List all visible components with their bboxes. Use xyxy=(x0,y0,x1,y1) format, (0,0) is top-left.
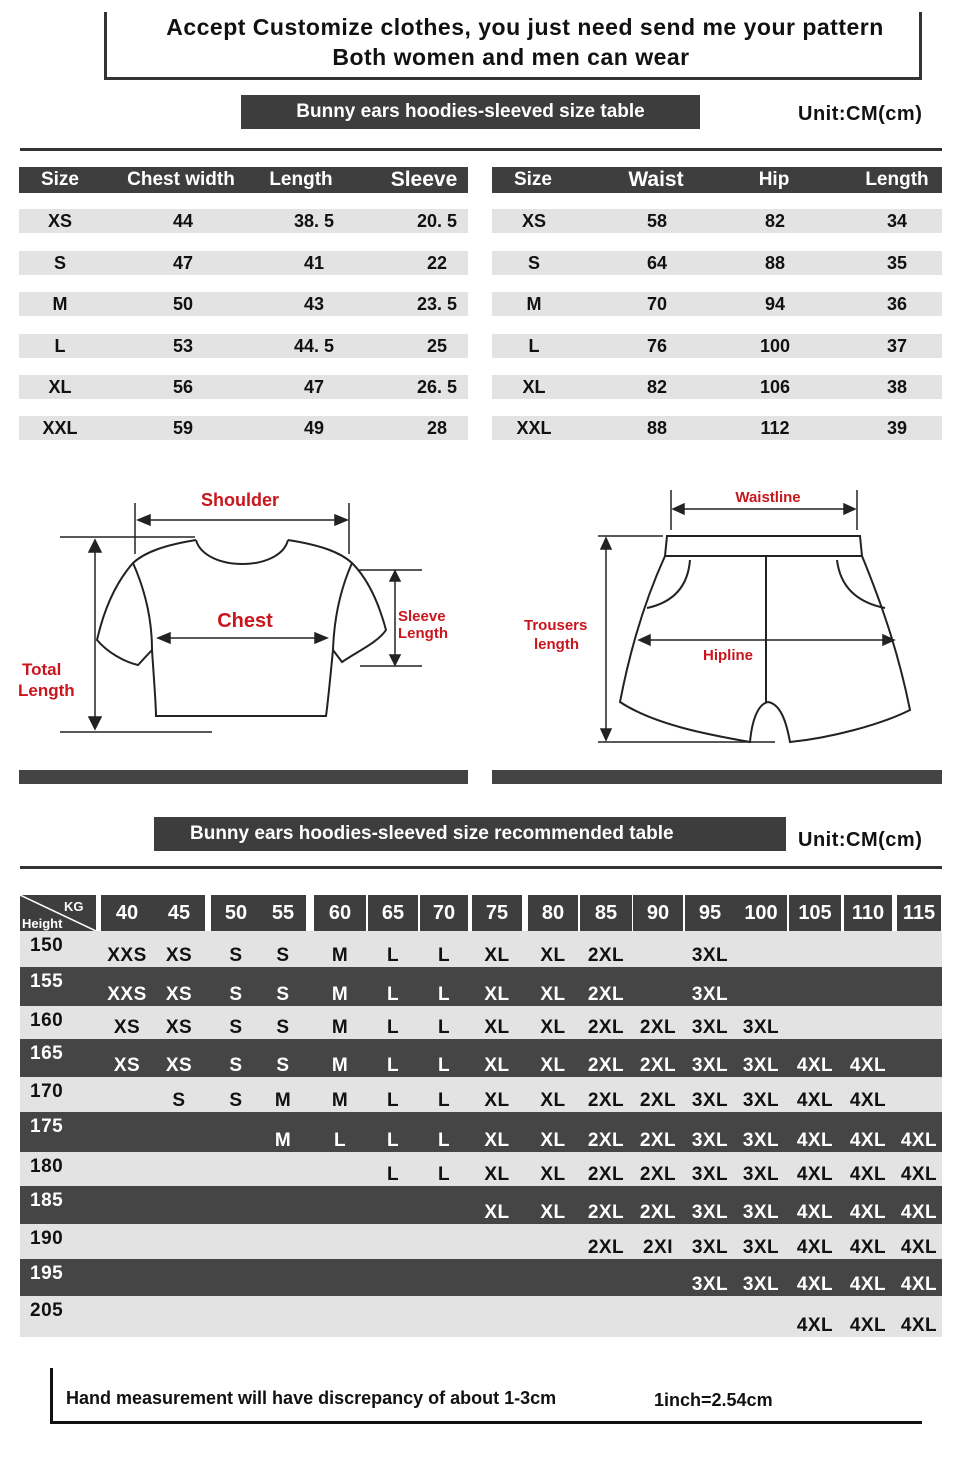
table-row xyxy=(20,1296,942,1337)
table-row xyxy=(19,416,468,440)
height-cell: 205 xyxy=(30,1300,64,1321)
size-cell: XL xyxy=(484,945,510,966)
table-cell: XL xyxy=(522,376,546,397)
chest-label: Chest xyxy=(217,610,273,632)
shorts-measure-diagram xyxy=(480,480,960,750)
col-header-size: Size xyxy=(40,169,80,190)
recommend-table-title: Bunny ears hoodies-sleeved size recommended table xyxy=(154,817,786,851)
size-cell: XXS xyxy=(107,945,147,966)
table-cell: 23. 5 xyxy=(416,293,458,314)
table-row xyxy=(20,931,942,967)
table-cell: 64 xyxy=(646,252,668,273)
table-row xyxy=(492,416,942,440)
table-cell: 38 xyxy=(886,376,908,397)
size-cell: 4XL xyxy=(796,1130,834,1151)
table-cell: 36 xyxy=(886,293,908,314)
size-cell: S xyxy=(276,945,290,966)
size-cell: 2XL xyxy=(639,1130,677,1151)
size-cell: M xyxy=(331,1090,349,1111)
size-cell: 4XL xyxy=(796,1315,834,1336)
top-table-header xyxy=(19,167,468,193)
size-cell: 3XL xyxy=(691,1274,729,1295)
table-cell: 112 xyxy=(760,417,790,438)
size-cell: 2XL xyxy=(587,1090,625,1111)
table-cell: 56 xyxy=(172,376,194,397)
kg-header-cell: 60 xyxy=(314,895,366,931)
size-cell: 3XL xyxy=(691,945,729,966)
size-cell: 3XL xyxy=(691,1237,729,1258)
size-cell: S xyxy=(229,1017,243,1038)
size-cell: 3XL xyxy=(742,1130,780,1151)
bottom-table-header xyxy=(492,167,942,193)
table-cell: XXL xyxy=(42,417,78,438)
table-row xyxy=(492,292,942,316)
table-cell: XL xyxy=(48,376,72,397)
size-cell: XL xyxy=(484,1090,510,1111)
size-cell: 3XL xyxy=(742,1055,780,1076)
size-cell: XXS xyxy=(107,984,147,1005)
table-cell: 70 xyxy=(646,293,668,314)
table-cell: 82 xyxy=(764,210,786,231)
shorts-outline xyxy=(620,536,910,742)
table-cell: 38. 5 xyxy=(293,210,335,231)
size-cell: L xyxy=(386,1055,400,1076)
size-cell: 4XL xyxy=(796,1274,834,1295)
size-cell: 4XL xyxy=(900,1164,938,1185)
corner-height-label: Height xyxy=(22,916,63,931)
size-cell: 4XL xyxy=(796,1237,834,1258)
size-cell: L xyxy=(437,945,451,966)
height-cell: 195 xyxy=(30,1263,64,1284)
height-cell: 150 xyxy=(30,935,64,956)
size-cell: XL xyxy=(540,1164,566,1185)
table-cell: S xyxy=(53,252,66,273)
size-cell: 4XL xyxy=(796,1090,834,1111)
size-cell: XL xyxy=(484,984,510,1005)
sleeve-label-1: Sleeve xyxy=(398,608,446,625)
size-table-unit: Unit:CM(cm) xyxy=(798,103,923,125)
height-cell: 175 xyxy=(30,1116,64,1137)
size-cell: 2XL xyxy=(639,1202,677,1223)
table-cell: 47 xyxy=(172,252,194,273)
size-cell: 3XL xyxy=(742,1017,780,1038)
size-cell: 4XL xyxy=(849,1164,887,1185)
size-cell: 4XL xyxy=(796,1055,834,1076)
size-cell: 2XL xyxy=(587,945,625,966)
table-cell: 25 xyxy=(426,335,448,356)
size-cell: 4XL xyxy=(796,1164,834,1185)
kg-header-cell: 110 xyxy=(844,895,892,931)
kg-header-cell: 55 xyxy=(260,895,306,931)
size-cell: XL xyxy=(540,1017,566,1038)
size-cell: S xyxy=(172,1090,186,1111)
size-cell: 3XL xyxy=(691,1130,729,1151)
table-cell: 26. 5 xyxy=(416,376,458,397)
total-length-label-1: Total xyxy=(22,660,62,679)
table-cell: 106 xyxy=(759,376,791,397)
size-cell: 2XI xyxy=(642,1237,674,1258)
table-row xyxy=(492,251,942,275)
size-cell: S xyxy=(229,1055,243,1076)
measurement-note: Hand measurement will have discrepancy of about 1-3cm xyxy=(66,1388,557,1408)
size-cell: 4XL xyxy=(900,1315,938,1336)
size-cell: L xyxy=(437,1164,451,1185)
trousers-length-label-1: Trousers xyxy=(524,617,588,634)
size-cell: L xyxy=(386,1090,400,1111)
shoulder-label: Shoulder xyxy=(200,490,280,510)
height-cell: 165 xyxy=(30,1043,64,1064)
table-cell: XS xyxy=(521,210,546,231)
size-cell: S xyxy=(229,984,243,1005)
size-cell: XS xyxy=(165,1017,193,1038)
sleeve-label-2: Length xyxy=(398,625,448,642)
size-cell: XL xyxy=(540,1090,566,1111)
size-cell: XS xyxy=(165,1055,193,1076)
size-cell: 3XL xyxy=(691,984,729,1005)
table-cell: 44. 5 xyxy=(293,335,335,356)
height-cell: 170 xyxy=(30,1081,64,1102)
size-cell: 3XL xyxy=(742,1274,780,1295)
size-cell: S xyxy=(276,984,290,1005)
size-cell: 2XL xyxy=(639,1055,677,1076)
size-cell: 4XL xyxy=(849,1130,887,1151)
kg-header-cell: 45 xyxy=(153,895,205,931)
table-row xyxy=(492,334,942,358)
kg-header-cell: 65 xyxy=(368,895,418,931)
waistline-label: Waistline xyxy=(735,489,801,506)
table-cell: 88 xyxy=(646,417,668,438)
size-cell: 3XL xyxy=(691,1055,729,1076)
size-cell: 4XL xyxy=(849,1315,887,1336)
size-cell: L xyxy=(386,984,400,1005)
size-cell: M xyxy=(331,1055,349,1076)
kg-header-cell: 105 xyxy=(789,895,841,931)
table-cell: 94 xyxy=(764,293,786,314)
size-cell: 4XL xyxy=(900,1237,938,1258)
size-cell: L xyxy=(437,1055,451,1076)
size-cell: 2XL xyxy=(587,1164,625,1185)
size-table-title: Bunny ears hoodies-sleeved size table xyxy=(241,95,700,129)
table-cell: L xyxy=(528,335,540,356)
inch-conversion: 1inch=2.54cm xyxy=(654,1390,773,1410)
size-cell: L xyxy=(386,1017,400,1038)
size-cell: 2XL xyxy=(587,1237,625,1258)
kg-header-cell: 115 xyxy=(897,895,941,931)
size-cell: XL xyxy=(540,1202,566,1223)
size-cell: L xyxy=(437,1017,451,1038)
size-cell: 3XL xyxy=(742,1090,780,1111)
size-cell: 4XL xyxy=(849,1055,887,1076)
total-length-label-2: Length xyxy=(18,681,75,700)
size-cell: XS xyxy=(113,1055,141,1076)
table-cell: 76 xyxy=(646,335,668,356)
height-cell: 180 xyxy=(30,1156,64,1177)
height-cell: 190 xyxy=(30,1228,64,1249)
size-cell: 4XL xyxy=(849,1090,887,1111)
size-cell: M xyxy=(331,1017,349,1038)
kg-header-cell: 85 xyxy=(580,895,632,931)
table-cell: 88 xyxy=(764,252,786,273)
size-cell: M xyxy=(274,1130,292,1151)
table-cell: XS xyxy=(47,210,72,231)
table-row xyxy=(20,1259,942,1296)
size-cell: XL xyxy=(484,1055,510,1076)
table-row xyxy=(20,1039,942,1077)
header-line-2: Both women and men can wear xyxy=(332,44,690,70)
size-cell: S xyxy=(229,945,243,966)
size-cell: 4XL xyxy=(849,1274,887,1295)
col-header-size: Size xyxy=(513,169,553,190)
size-cell: 3XL xyxy=(742,1164,780,1185)
table-cell: 34 xyxy=(886,210,908,231)
size-cell: 4XL xyxy=(900,1202,938,1223)
size-cell: L xyxy=(386,945,400,966)
size-cell: 2XL xyxy=(587,984,625,1005)
size-cell: 2XL xyxy=(639,1090,677,1111)
size-cell: 2XL xyxy=(639,1017,677,1038)
table-row xyxy=(20,1077,942,1112)
table-row xyxy=(20,1152,942,1186)
size-cell: XS xyxy=(113,1017,141,1038)
table-row xyxy=(20,1224,942,1259)
table-cell: L xyxy=(54,335,66,356)
corner-kg-label: KG xyxy=(64,899,84,914)
table-row xyxy=(19,334,468,358)
table-cell: 47 xyxy=(303,376,325,397)
table-cell: 49 xyxy=(303,417,325,438)
section-bar-left xyxy=(19,770,468,784)
recommend-table-unit: Unit:CM(cm) xyxy=(798,829,923,851)
kg-header-cell: 90 xyxy=(633,895,683,931)
size-cell: XL xyxy=(484,1130,510,1151)
size-cell: XL xyxy=(484,1202,510,1223)
size-cell: 2XL xyxy=(587,1202,625,1223)
size-cell: XL xyxy=(540,1130,566,1151)
size-cell: 2XL xyxy=(639,1164,677,1185)
size-cell: 3XL xyxy=(742,1202,780,1223)
divider xyxy=(20,866,942,869)
size-cell: L xyxy=(437,1130,451,1151)
table-row xyxy=(19,209,468,233)
table-row xyxy=(19,375,468,399)
table-cell: 22 xyxy=(426,252,448,273)
size-cell: XL xyxy=(540,945,566,966)
table-cell: 58 xyxy=(646,210,668,231)
size-cell: L xyxy=(386,1164,400,1185)
size-cell: L xyxy=(386,1130,400,1151)
size-cell: 2XL xyxy=(587,1130,625,1151)
size-cell: 3XL xyxy=(691,1202,729,1223)
size-cell: 3XL xyxy=(691,1164,729,1185)
table-cell: XXL xyxy=(516,417,552,438)
size-cell: XL xyxy=(484,1164,510,1185)
table-row xyxy=(20,1186,942,1224)
hipline-label: Hipline xyxy=(702,647,754,664)
col-header-waist: Waist xyxy=(628,168,684,191)
col-header-length: Length xyxy=(865,169,929,190)
size-cell: L xyxy=(333,1130,347,1151)
table-row xyxy=(20,1006,942,1039)
table-cell: M xyxy=(52,293,68,314)
table-cell: 39 xyxy=(886,417,908,438)
corner-header xyxy=(20,895,96,931)
trousers-length-label-2: length xyxy=(534,636,579,653)
size-cell: XS xyxy=(165,945,193,966)
table-cell: 59 xyxy=(172,417,194,438)
table-row xyxy=(19,251,468,275)
size-cell: 2XL xyxy=(587,1017,625,1038)
table-cell: 100 xyxy=(759,335,791,356)
size-cell: XL xyxy=(540,1055,566,1076)
divider xyxy=(20,148,942,151)
size-cell: L xyxy=(437,984,451,1005)
kg-header-cell: 80 xyxy=(528,895,578,931)
col-header-sleeve: Sleeve xyxy=(390,168,458,191)
table-row xyxy=(19,292,468,316)
size-cell: 3XL xyxy=(691,1017,729,1038)
size-cell: 2XL xyxy=(587,1055,625,1076)
table-cell: 35 xyxy=(886,252,908,273)
size-cell: L xyxy=(437,1090,451,1111)
table-cell: 37 xyxy=(886,335,908,356)
table-row xyxy=(20,967,942,1006)
size-cell: 4XL xyxy=(849,1202,887,1223)
size-cell: 4XL xyxy=(900,1274,938,1295)
table-cell: 41 xyxy=(303,252,325,273)
kg-header-cell: 95 xyxy=(685,895,735,931)
size-cell: XS xyxy=(165,984,193,1005)
size-cell: 4XL xyxy=(849,1237,887,1258)
table-cell: 44 xyxy=(172,210,194,231)
section-bar-right xyxy=(492,770,942,784)
size-cell: 4XL xyxy=(900,1130,938,1151)
height-cell: 155 xyxy=(30,971,64,992)
size-cell: 4XL xyxy=(796,1202,834,1223)
table-cell: 20. 5 xyxy=(416,210,458,231)
size-cell: 3XL xyxy=(691,1090,729,1111)
table-row xyxy=(20,1112,942,1152)
size-cell: XL xyxy=(484,1017,510,1038)
size-cell: S xyxy=(276,1017,290,1038)
size-cell: S xyxy=(276,1055,290,1076)
table-cell: 43 xyxy=(303,293,325,314)
size-cell: S xyxy=(229,1090,243,1111)
kg-header-cell: 40 xyxy=(101,895,153,931)
size-cell: M xyxy=(331,945,349,966)
table-cell: 28 xyxy=(426,417,448,438)
table-row xyxy=(492,209,942,233)
header-line-1: Accept Customize clothes, you just need send me your pattern xyxy=(166,14,884,40)
table-cell: S xyxy=(527,252,540,273)
table-cell: M xyxy=(526,293,542,314)
kg-header-cell: 75 xyxy=(472,895,522,931)
kg-header-cell: 70 xyxy=(420,895,468,931)
table-cell: 50 xyxy=(172,293,194,314)
table-row xyxy=(492,375,942,399)
col-header-chest: Chest width xyxy=(127,169,235,190)
size-cell: M xyxy=(274,1090,292,1111)
col-header-length: Length xyxy=(269,169,333,190)
size-cell: 3XL xyxy=(742,1237,780,1258)
table-cell: 53 xyxy=(172,335,194,356)
size-cell: M xyxy=(331,984,349,1005)
shirt-measure-diagram xyxy=(0,470,480,750)
height-cell: 185 xyxy=(30,1190,64,1211)
kg-header-cell: 100 xyxy=(735,895,787,931)
kg-header-cell: 50 xyxy=(211,895,261,931)
table-cell: 82 xyxy=(646,376,668,397)
size-cell: XL xyxy=(540,984,566,1005)
col-header-hip: Hip xyxy=(758,169,790,190)
height-cell: 160 xyxy=(30,1010,64,1031)
